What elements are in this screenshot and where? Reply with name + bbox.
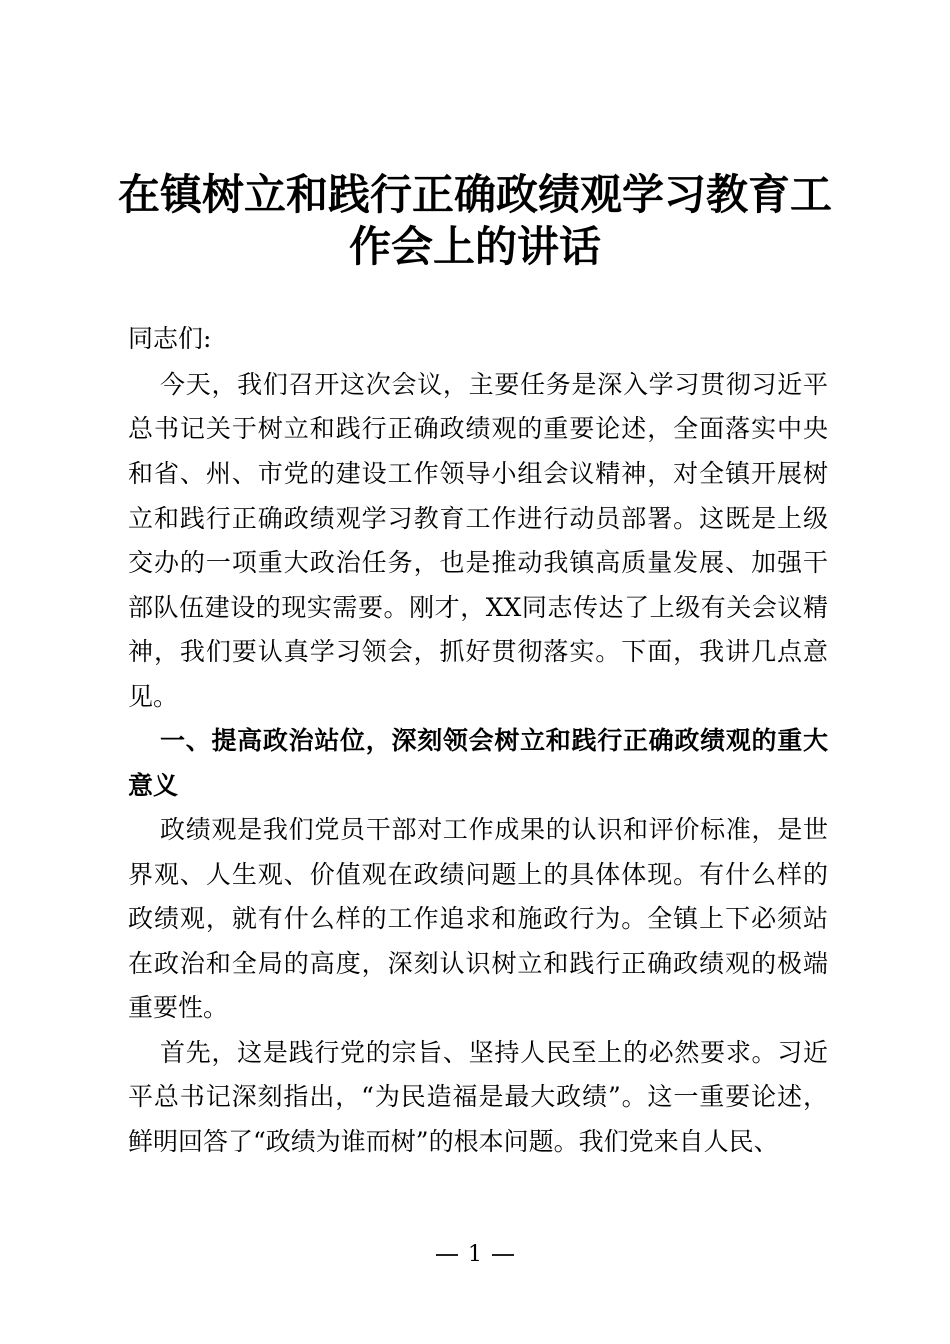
paragraph-line: 首先，这是践行党的宗旨、坚持人民至上的必然要求。习近 [160, 1038, 828, 1067]
section-heading: 一、提高政治站位，深刻领会树立和践行正确政绩观的重大 [160, 726, 828, 755]
paragraph-line: 鲜明回答了“政绩为谁而树”的根本问题。我们党来自人民、 [128, 1127, 779, 1156]
paragraph-line: 平总书记深刻指出，“为民造福是最大政绩”。这一重要论述， [128, 1082, 828, 1111]
page-footer [0, 1240, 950, 1270]
paragraph-line: 总书记关于树立和践行正确政绩观的重要论述，全面落实中央 [128, 414, 828, 443]
footer-dash-right [492, 1254, 514, 1256]
paragraph-line: 立和践行正确政绩观学习教育工作进行动员部署。这既是上级 [128, 504, 828, 533]
document-title-line-2: 作会上的讲话 [348, 222, 601, 271]
document-title-line-1: 在镇树立和践行正确政绩观学习教育工 [117, 170, 832, 219]
page-number: 1 [468, 1242, 482, 1267]
paragraph-line: 界观、人生观、价值观在政绩问题上的具体体现。有什么样的 [128, 860, 828, 889]
paragraph-line: 交办的一项重大政治任务，也是推动我镇高质量发展、加强干 [128, 548, 828, 577]
paragraph-line: 神，我们要认真学习领会，抓好贯彻落实。下面，我讲几点意 [128, 637, 828, 666]
footer-dash-left [436, 1254, 458, 1256]
paragraph-line: 部队伍建设的现实需要。刚才，XX同志传达了上级有关会议精 [128, 593, 828, 622]
salutation: 同志们: [128, 324, 212, 353]
paragraph-line: 政绩观，就有什么样的工作追求和施政行为。全镇上下必须站 [128, 904, 828, 933]
paragraph-line: 政绩观是我们党员干部对工作成果的认识和评价标准，是世 [160, 815, 828, 844]
paragraph-line: 重要性。 [128, 993, 229, 1022]
paragraph-line: 见。 [128, 682, 179, 711]
paragraph-line: 今天，我们召开这次会议，主要任务是深入学习贯彻习近平 [160, 370, 828, 399]
paragraph-line: 在政治和全局的高度，深刻认识树立和践行正确政绩观的极端 [128, 949, 828, 978]
section-heading: 意义 [128, 771, 179, 800]
paragraph-line: 和省、州、市党的建设工作领导小组会议精神，对全镇开展树 [128, 459, 828, 488]
